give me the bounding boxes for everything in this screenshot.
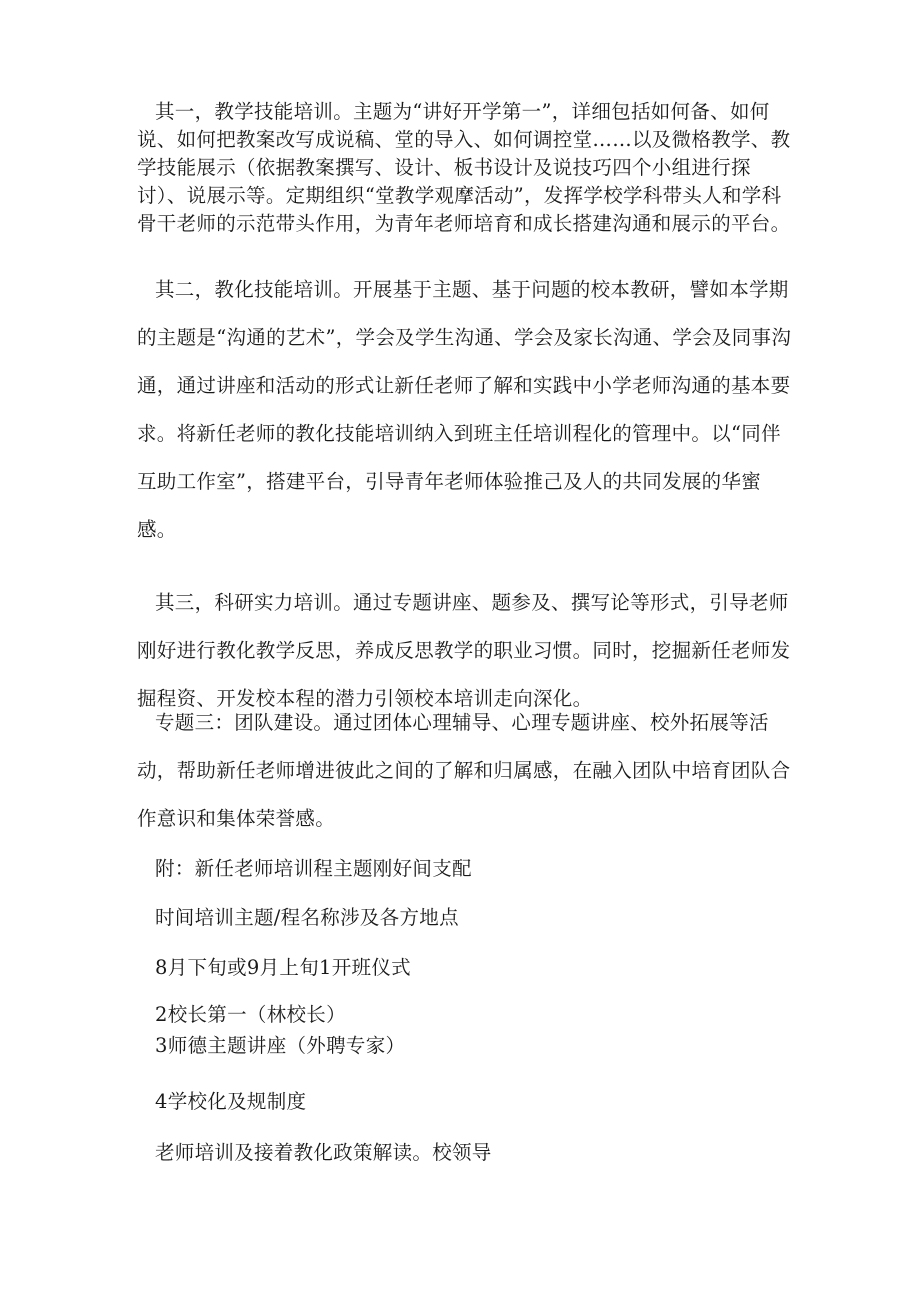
paragraph-team-building [137,699,797,843]
paragraph-text: 其三，科研实力培训。通过专题讲座、题参及、撰写论等形式，引导老师刚好进行教化教学反思，养成反思教学的职业习惯。同时，挖掘新任老师发掘程资、开发校本程的潜力引领校本培训走向深化。 [137,591,791,710]
paragraph-text: 其二，教化技能培训。开展基于主题、基于问题的校本教研，譬如本学期的主题是“沟通的艺术”，学会及学生沟通、学会及家长沟通、学会及同事沟通，通过讲座和活动的形式让新任老师了解和实践中小学老师沟通的基本要求。将新任老师的教化技能培训纳入到班主任培训程化的管理中。以“同伴互助工作室”，搭建平台，引导青年老师体验推己及人的共同发展的华蜜感。 [137,278,792,541]
paragraph-teaching-skills [137,98,797,238]
paragraph-text: 其一，教学技能培训。主题为“讲好开学第一”，详细包括如何备、如何说、如何把教案改写成说稿、堂的导入、如何调控堂……以及微格教学、教学技能展示（依据教案撰写、设计、板书设计及说技巧四个小组进行探讨）、说展示等。定期组织“堂教学观摩活动”，发挥学校学科带头人和学科骨干老师的示范带头作用，为青年老师培育和成长搭建沟通和展示的平台。 [137,100,791,235]
appendix-line: 8月下旬或9月上旬1开班仪式 [155,956,411,979]
paragraph-education-skills [137,266,797,554]
appendix-table-header: 时间培训主题/程名称涉及各方地点 [155,906,459,929]
paragraph-text: 专题三：团队建设。通过团体心理辅导、心理专题讲座、校外拓展等活动，帮助新任老师增进彼此之间的了解和归属感，在融入团队中培育团队合作意识和集体荣誉感。 [137,711,791,830]
appendix-line: 3师德主题讲座（外聘专家） [155,1034,406,1057]
appendix-line: 2校长第一（林校长） [155,1003,346,1026]
appendix-line: 老师培训及接着教化政策解读。校领导 [155,1141,492,1164]
appendix-title: 附：新任老师培训程主题刚好间支配 [155,857,472,880]
appendix-line: 4学校化及规制度 [155,1090,307,1113]
